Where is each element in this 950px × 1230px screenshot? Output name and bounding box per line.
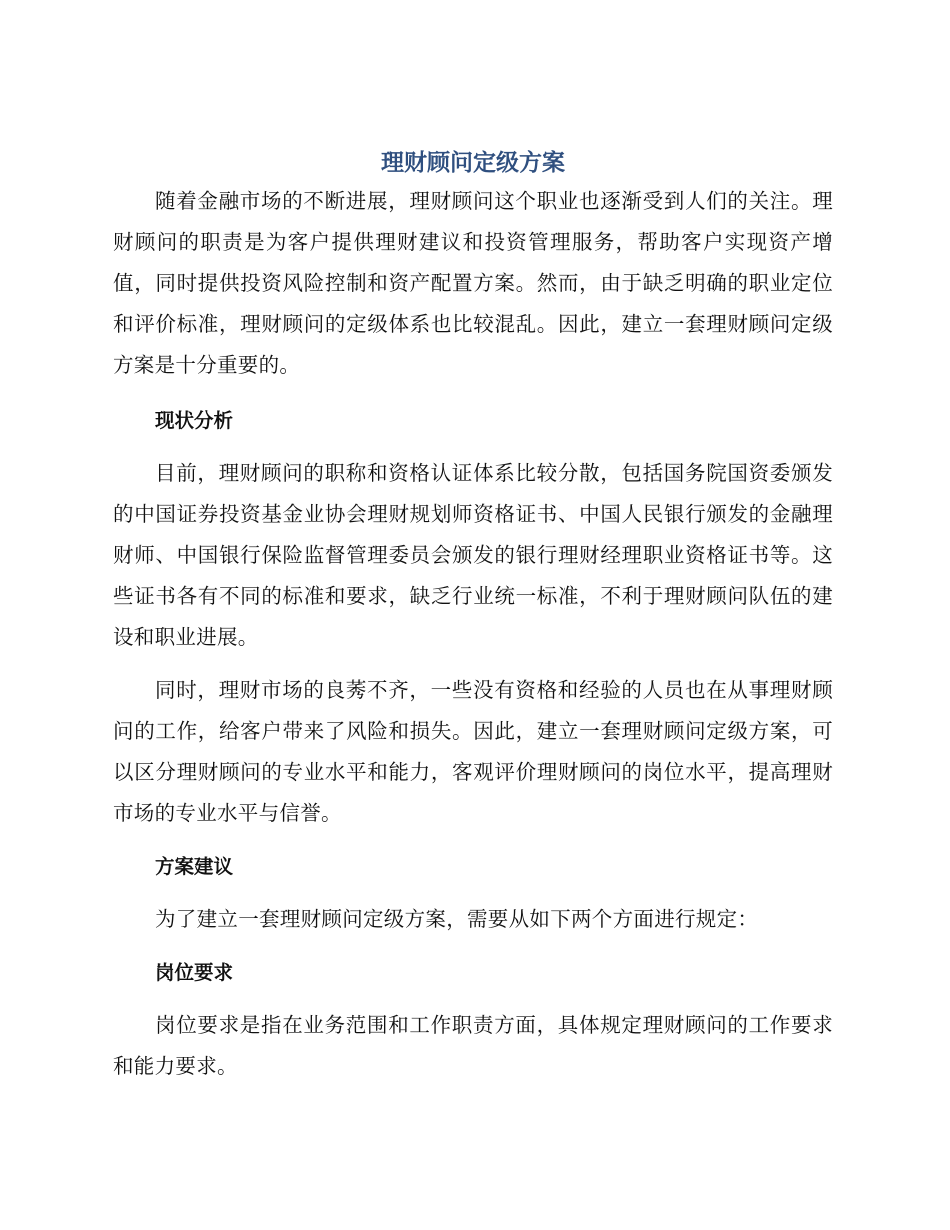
spacer (113, 658, 833, 670)
status-paragraph-1: 目前，理财顾问的职称和资格认证体系比较分散，包括国务院国资委颁发的中国证券投资基金业协会理财规划师资格证书、中国人民银行颁发的金融理财师、中国银行保险监督管理委员会颁发的银行理财经理职业资格证书等。这些证书各有不同的标准和要求，缺乏行业统一标准，不利于理财顾问队伍的建设和职业进展。 (113, 461, 833, 649)
intro-paragraph: 随着金融市场的不断进展，理财顾问这个职业也逐渐受到人们的关注。理财顾问的职责是为客户提供理财建议和投资管理服务，帮助客户实现资产增值，同时提供投资风险控制和资产配置方案。然而，由于缺乏明确的职业定位和评价标准，理财顾问的定级体系也比较混乱。因此，建立一套理财顾问定级方案是十分重要的。 (113, 189, 833, 377)
spacer (113, 887, 833, 899)
spacer (113, 940, 833, 952)
status-paragraph-2: 同时，理财市场的良莠不齐，一些没有资格和经验的人员也在从事理财顾问的工作，给客户带来了风险和损失。因此，建立一套理财顾问定级方案，可以区分理财顾问的专业水平和能力，客观评价理财顾问的岗位水平，提高理财市场的专业水平与信誉。 (113, 678, 833, 825)
section-heading-proposal: 方案建议 (155, 855, 234, 878)
proposal-paragraph: 为了建立一套理财顾问定级方案，需要从如下两个方面进行规定： (155, 907, 759, 931)
spacer (113, 386, 833, 400)
spacer (113, 993, 833, 1005)
spacer (113, 834, 833, 846)
section-heading-job-requirements: 岗位要求 (155, 961, 234, 984)
document-title: 理财顾问定级方案 (381, 150, 565, 176)
document-body (113, 145, 833, 1087)
spacer (113, 441, 833, 453)
job-requirements-paragraph: 岗位要求是指在业务范围和工作职责方面，具体规定理财顾问的工作要求和能力要求。 (113, 1013, 833, 1078)
section-heading-status-analysis: 现状分析 (155, 409, 234, 432)
